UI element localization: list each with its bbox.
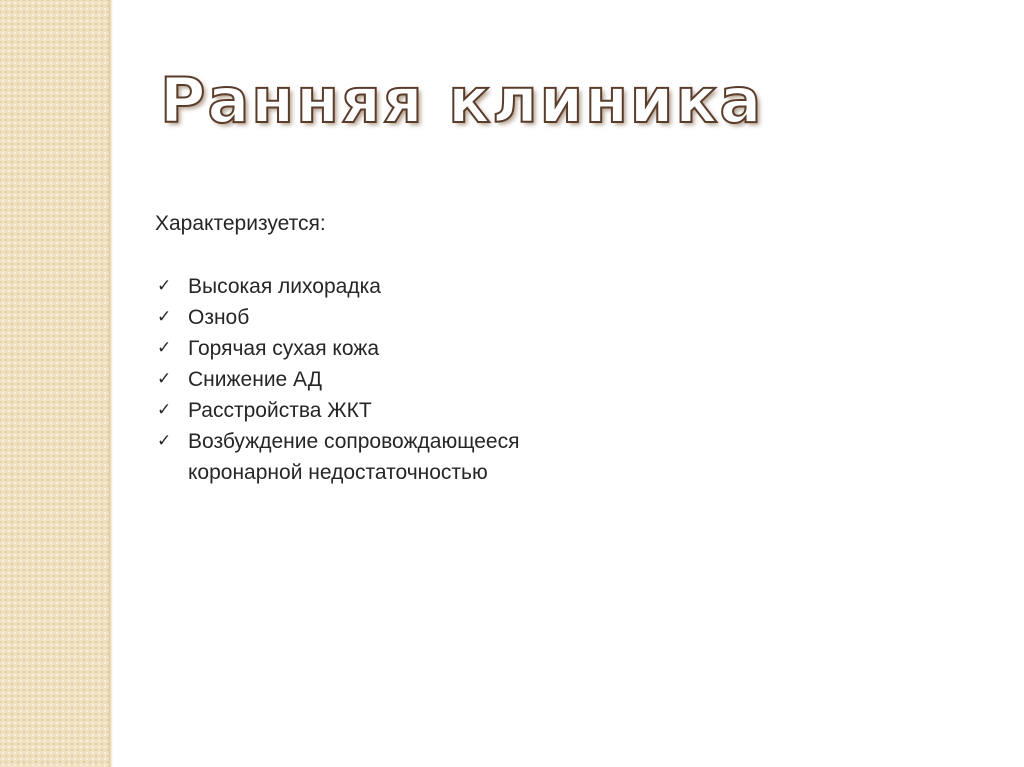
list-item-label: Снижение АД (188, 368, 322, 391)
decorative-side-band (0, 0, 109, 767)
list-item (155, 395, 755, 426)
slide-body (155, 208, 755, 488)
list-item-label: Высокая лихорадка (188, 275, 381, 298)
check-mark-icon: ✓ (157, 369, 172, 389)
list-item (155, 426, 608, 488)
slide-title: Ранняя клиника (160, 64, 764, 137)
list-item (155, 364, 755, 395)
check-mark-icon: ✓ (157, 431, 172, 451)
list-item (155, 333, 755, 364)
list-item-label: Горячая сухая кожа (188, 337, 380, 360)
list-item (155, 271, 755, 302)
intro-text: Характеризуется: (155, 212, 326, 235)
list-item (155, 302, 755, 333)
list-item-label: Озноб (188, 306, 250, 329)
check-mark-icon: ✓ (157, 400, 172, 420)
side-band-edge (109, 0, 113, 767)
symptom-list (155, 271, 755, 488)
check-mark-icon: ✓ (157, 338, 172, 358)
check-mark-icon: ✓ (157, 307, 172, 327)
check-mark-icon: ✓ (157, 276, 172, 296)
list-item-label: Расстройства ЖКТ (188, 399, 372, 422)
list-item-label: Возбуждение сопровождающееся коронарной недостаточностью (188, 430, 520, 484)
